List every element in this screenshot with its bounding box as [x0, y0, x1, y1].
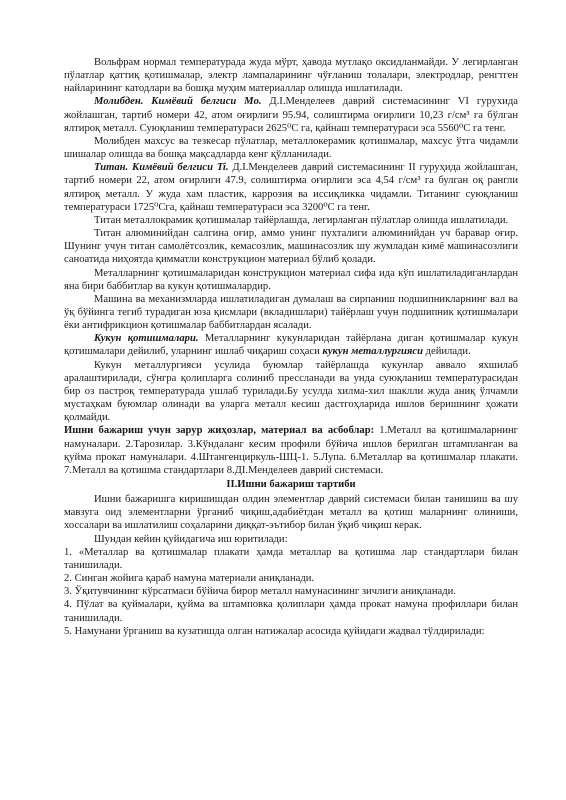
paragraph-preparation: Ишни бажаришга киришишдан олдин элементлар даврий системаси билан танишиш ва шу мавзуга оид элементларни ўрганиб чиқиш,адабиётдан металл ва қотиш маларнинг олиниши, хоссалари ва ишлатилиш соҳаларини диққат-эътибор билан ўқиб чиқиш керак.: [64, 494, 518, 532]
list-item: 3. Ўқитувчининг кўрсатмаси бўйича бирор металл намунасининг зичлиги аниқланади.: [64, 586, 456, 598]
titanium-title: Титан. Кимёвий белгиси Ti.: [94, 162, 229, 174]
list-item: 1. «Металлар ва қотишмалар плакати ҳамда металлар ва қотишма лар стандартлари билан танишилади.: [64, 546, 518, 571]
section-heading: II.Ишни бажариш тартиби: [226, 479, 356, 490]
powder-metallurgy-term: кукун металлургияси: [322, 346, 423, 358]
molybdenum-text: Д.I.Менделеев даврий системасининг VI гурухида жойлашган, тартиб номери 42, атом оғирлиги 95.94, солиштирма оғирлиги 10,23 г/см³ га бўлган ялтироқ металл. Суюқланиш температураси 2625⁰С га, қайнаш температураси эса 5560⁰С га тенг.: [64, 96, 518, 134]
paragraph-titanium-strength: Титан алюминийдан салгина оғир, аммо унинг пухталиги алюминийдан уч баравар оғир. Шунинг учун титан самолётсозлик, кемасозлик, машинасозлик шу жумладан кимё машинасозлиги саноатида ниҳоятда қимматли конструкцион материал бўлиб қолади.: [64, 228, 518, 266]
equipment-lead: Ишни бажариш учун зарур жиҳозлар, материал ва асбоблар:: [64, 425, 375, 437]
paragraph-powder-method: Кукун металлургияси усулида буюмлар тайёрлашда кукунлар аввало яхшилаб аралаштирилади, сўнгра қолипларга солиниб прессланади ва унда суюқланиш температурасидан бир оз пастроқ температурада ушлаб турилади.Бу усулда хилма-хил шаклли жуда аниқ ўлчамли мустаҳкам буюмлар олинади ва уларга металл кесиш дастгоҳларида ишлов беришнинг ҳожати қолмайди.: [64, 359, 518, 424]
titanium-text: Д.I.Менделеев даврий системасининг II гуруҳида жойлашган, тартиб номери 22, атом оғирлиги 47.9, солиштирма оғирлиги эса 4,54 г/см³ га булган оқ рангли ялтироқ металл. У жуда хам пластик, каррозия ва иссиқликка чидамли. Титанинг суюқланиш температураси 1725⁰Сга, қайнаш температураси эса 3200⁰С га тенг.: [64, 162, 518, 213]
paragraph-titanium-use: Титан металлокрамик қотишмалар тайёрлашда, легирланган пўлатлар олишда ишлатилади.: [94, 214, 509, 226]
paragraph-tungsten: Вольфрам нормал температурада жуда мўрт, ҳавода мутлақо оксидланмайди. У легирланган пўлатлар қаттиқ қотишмалар, электр лампаларининг чўғланиш толалари, электродлар, ренгтген найларининг катодлари ва бошқа муҳим материаллар олишда ишлатилади.: [64, 57, 518, 95]
molybdenum-title: Молибден. Кимёвий белгиси Mo.: [94, 96, 262, 108]
powder-alloys-title: Кукун қотишмалари.: [94, 333, 199, 345]
paragraph-molybdenum-use: Молибден махсус ва тезкесар пўлатлар, металлокерамик қотишмалар, махсус ўтга чидамли шишалар олишда ва бошқа мақсадларда кенг қўлланилади.: [64, 135, 518, 161]
paragraph-babbits: Металларнинг қотишмаларидан конструкцион материал сифа ида кўп ишлатиладиганлардан яна бири баббитлар ва кукун қотишмалардир.: [64, 267, 518, 292]
powder-alloys-text: Металларнинг кукунларидан тайёрлана диган қотишмалар кукун қотишмалари дейилиб, уларнинг ишлаб чиқариш соҳаси: [64, 333, 518, 358]
paragraph-bearings: Машина ва механизмларда ишлатиладиган думалаш ва сирпаниш подшипникларнинг вал ва ўқ бўйинга тегиб турадиган юза қисмлари (вкладишлари) тайёрлаш учун подшипник қотишмалари ёки антифрикцион қотишмалар баббитлардан ясалади.: [64, 293, 518, 332]
list-item: 2. Синган жойига қараб намуна материали аниқланади.: [64, 573, 315, 585]
paragraph-powder-alloys: [64, 332, 518, 358]
powder-alloys-text-end: дейилади.: [422, 346, 471, 358]
list-item: 4. Пўлат ва қуймалари, қуйма ва штамповка қолиплари ҳамда прокат намуна профиллари билан танишилади.: [64, 599, 518, 624]
paragraph-procedure-intro: Шундан кейин қуйидагича иш юритилади:: [94, 533, 288, 545]
paragraph-titanium: [64, 161, 518, 214]
equipment-list: 1.Металл ва қотишмаларнинг намуналари. 2.Тарозилар. 3.Кўндаланг кесим профили бўйича ишлов берилган штампланган ва қуйма прокат намуналари. 4.Штангенциркуль-ШЦ-1. 5.Лупа. 6.Металлар ва қотишмалар плакати. 7.Металл ва қотишма стандартлари 8.ДI.Менделеев даврий системаси.: [64, 425, 518, 476]
paragraph-equipment: [64, 424, 518, 477]
list-item: 5. Намунани ўрганиш ва кузатишда олган натижалар асосида қуйидаги жадвал тўлдирилади:: [64, 625, 485, 637]
paragraph-molybdenum: [64, 95, 518, 134]
